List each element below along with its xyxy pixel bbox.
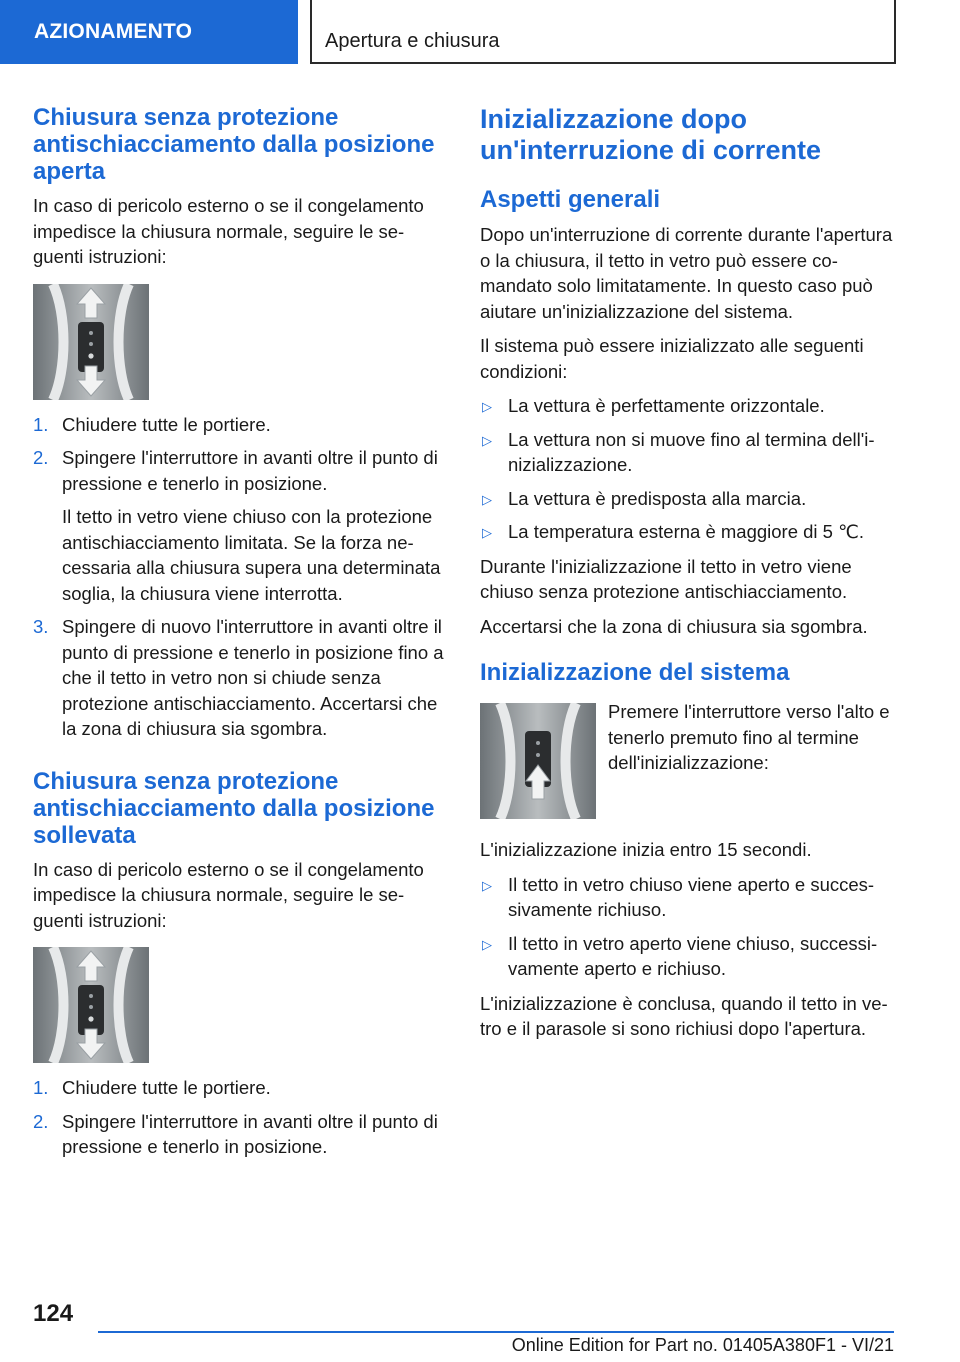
heading-close-from-open: Chiusura senza protezione antischiacciamento dalla posizione aperta — [33, 104, 435, 185]
general-para-2: Il sistema può essere inizializzato alle seguenti condizioni: — [480, 335, 864, 382]
bullet-text: Il tetto in vetro chiuso viene aperto e successivamente richiuso. — [508, 873, 875, 920]
left-column — [33, 104, 445, 1170]
bullet-text: La temperatura esterna è maggiore di 5 ℃. — [508, 521, 865, 542]
triangle-right-icon: ▷ — [482, 432, 492, 448]
step-number: 2. — [33, 1110, 49, 1132]
list-item — [480, 486, 894, 512]
steps-close-from-raised — [33, 1075, 445, 1160]
system-init-para-2: L'inizializzazione è conclusa, quando il tetto in vetro e il parasole si sono richiusi dopo l'apertura. — [480, 992, 888, 1039]
bullet-text: La vettura è predisposta alla marcia. — [508, 487, 807, 509]
list-item — [480, 427, 894, 478]
step-text: Chiudere tutte le portiere. — [62, 1077, 271, 1098]
list-item — [480, 931, 894, 982]
system-init-para-1: L'inizializzazione inizia entro 15 secondi. — [480, 839, 812, 860]
step-number: 1. — [33, 1077, 49, 1098]
system-init-figure-row — [480, 699, 894, 819]
list-item — [480, 519, 894, 545]
steps-close-from-open — [33, 412, 445, 742]
footer-edition: Online Edition for Part no. 01405A380F1 - VI/21 — [511, 1335, 894, 1355]
step-text: Spingere l'interruttore in avanti oltre il punto di pressione e tenerlo in posizione. — [62, 1110, 438, 1157]
triangle-right-icon: ▷ — [482, 399, 492, 414]
heading-initialization: Inizializzazione dopo un'interruzione di corrente — [480, 104, 821, 165]
right-column — [480, 104, 894, 1051]
switch-figure-3 — [480, 703, 596, 819]
triangle-right-icon: ▷ — [482, 936, 492, 952]
intro-close-from-open: In caso di pericolo esterno o se il congelamento impedisce la chiusura normale, seguire le seguenti istruzioni: — [33, 195, 424, 267]
step-text: Spingere l'interruttore in avanti oltre il punto di pressione e tenerlo in posizione. — [62, 447, 438, 494]
step-note: Il tetto in vetro viene chiuso con la protezione antischiacciamento limitata. Se la forza necessaria alla chiusura supera una determinata soglia, la chiusura viene interrotta. — [62, 506, 441, 604]
step-number: 1. — [33, 413, 49, 435]
step-number: 3. — [33, 616, 49, 637]
list-item — [33, 1075, 445, 1101]
heading-general: Aspetti generali — [480, 186, 661, 213]
heading-close-from-raised: Chiusura senza protezione antischiacciamento dalla posizione sollevata — [33, 767, 435, 849]
step-text: Chiudere tutte le portiere. — [62, 413, 271, 435]
list-item — [480, 393, 894, 419]
system-init-instruction: Premere l'interruttore verso l'alto e tenerlo premuto fino al termine dell'inizializzazione: — [608, 701, 890, 773]
general-para-4: Accertarsi che la zona di chiusura sia sgombra. — [480, 615, 868, 637]
chapter-tab — [0, 0, 298, 64]
init-sequence-list — [480, 872, 894, 982]
list-item — [33, 445, 445, 606]
triangle-right-icon: ▷ — [482, 491, 492, 507]
list-item — [33, 1109, 445, 1160]
list-item — [33, 614, 445, 742]
switch-figure-1 — [33, 284, 149, 400]
intro-close-from-raised: In caso di pericolo esterno o se il congelamento impedisce la chiusura normale, seguire le seguenti istruzioni: — [33, 858, 424, 931]
list-item — [480, 872, 894, 923]
page-number: 124 — [33, 1300, 74, 1327]
footer-divider — [98, 1331, 894, 1333]
bullet-text: Il tetto in vetro aperto viene chiuso, successivamente aperto e richiuso. — [508, 932, 878, 979]
step-text: Spingere di nuovo l'interruttore in avanti oltre il punto di pressione e tenerlo in posizione fino a che il tetto in vetro non si chiude senza protezione antischiacciamento. Accertarsi che la zona di chiusura sia sgombra. — [62, 616, 444, 739]
general-para-1: Dopo un'interruzione di corrente durante l'apertura o la chiusura, il tetto in vetro può essere comandato solo limitatamente. In questo caso può aiutare un'inizializzazione del sistema. — [480, 224, 893, 322]
bullet-text: La vettura è perfettamente orizzontale. — [508, 395, 825, 416]
triangle-right-icon: ▷ — [482, 525, 492, 540]
bullet-text: La vettura non si muove fino al termina dell'inizializzazione. — [508, 428, 875, 475]
switch-figure-2 — [33, 947, 149, 1063]
conditions-list — [480, 393, 894, 545]
general-para-3: Durante l'inizializzazione il tetto in vetro viene chiuso senza protezione antischiacciamento. — [480, 555, 852, 602]
chapter-title: AZIONAMENTO — [34, 20, 193, 43]
step-number: 2. — [33, 447, 49, 468]
section-title: Apertura e chiusura — [325, 30, 500, 52]
heading-system-init: Inizializzazione del sistema — [480, 659, 790, 686]
triangle-right-icon: ▷ — [482, 877, 492, 893]
list-item — [33, 412, 445, 438]
